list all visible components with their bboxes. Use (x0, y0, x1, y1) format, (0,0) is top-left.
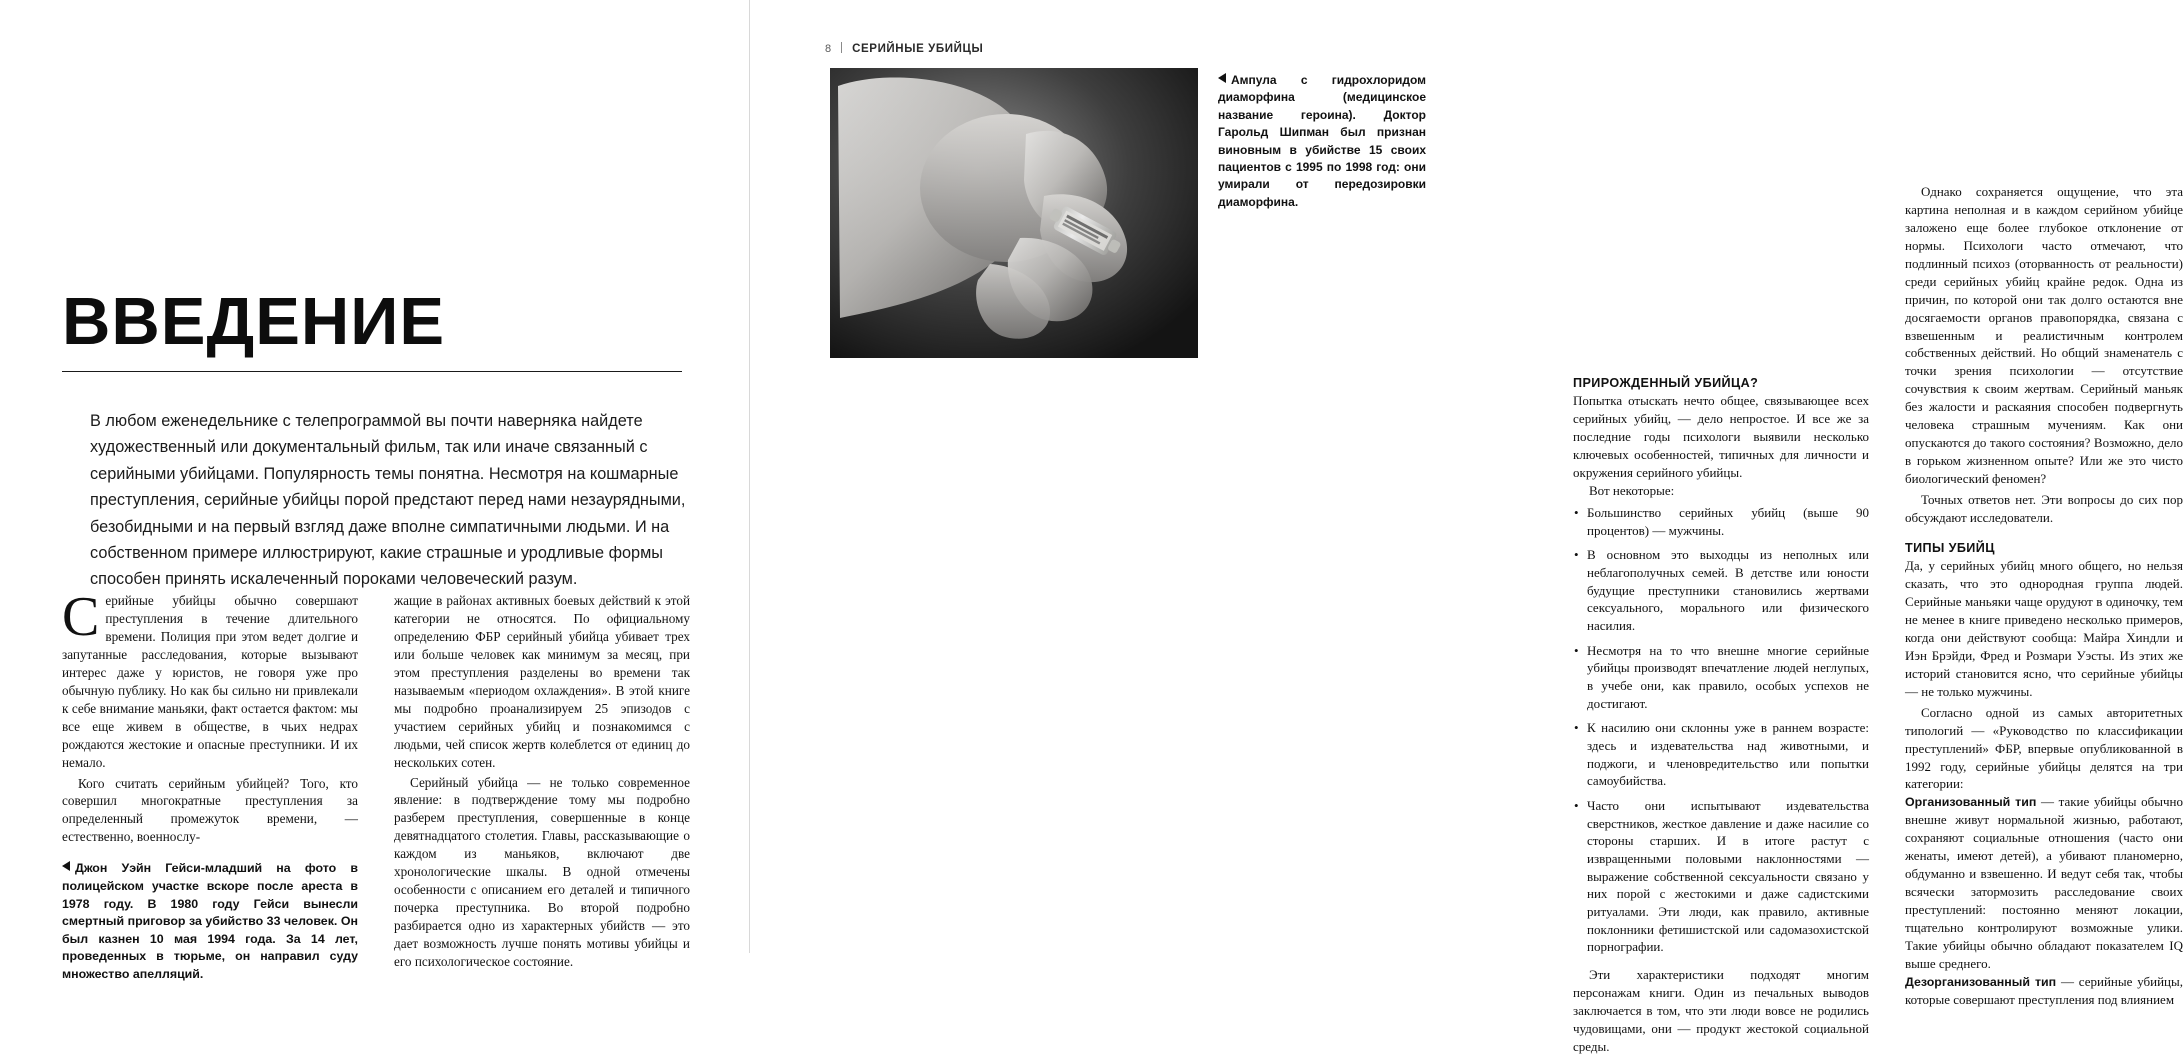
title-divider (62, 371, 682, 372)
running-head: СЕРИЙНЫЕ УБИЙЦЫ (852, 43, 984, 55)
body-paragraph: Согласно одной из самых авторитетных типологий — «Руководство по классификации преступлений» ФБР, впервые опубликованной в 1992 году, серийные убийцы делятся на три категории: (1905, 704, 2183, 792)
section-heading-born-killer: ПРИРОЖДЕННЫЙ УБИЙЦА? (1573, 376, 1759, 390)
left-page (0, 0, 749, 981)
body-paragraph: жащие в районах активных боевых действий к этой категории не относятся. По официальному определению ФБР серийный убийца убивает трех или больше человек как минимум за месяц, при этом преступления разделены во времени так называемым «периодом охлаждения». В этой книге мы подробно проанализируем 25 эпизодов с участием серийных убийц и познакомимся с людьми, чей список жертв колеблется от единиц до нескольких сотен. (394, 593, 690, 770)
list-item: • Большинство серийных убийц (выше 90 процентов) — мужчины. (1587, 504, 1869, 539)
body-paragraph: Вот некоторые: (1589, 483, 1675, 499)
photo-caption-right (1218, 72, 1426, 211)
type-organized-paragraph (1905, 793, 2183, 973)
right-page (750, 0, 2183, 1054)
standfirst-text: В любом еженедельнике с телепрограммой вы почти наверняка найдете художественный или документальный фильм, так или иначе связанный с серийными убийцами. Популярность темы понятна. Несмотря на кошмарные преступления, серийные убийцы порой предстают перед нами незаурядными, безобидными и на первый взгляд даже вполне симпатичными людьми. И на собственном примере иллюстрируют, какие страшные и уродливые формы способен принять искалеченный пороками человеческий разум. (90, 412, 686, 589)
folio (825, 42, 983, 55)
left-column-one (62, 586, 358, 996)
traits-bullet-list (1573, 504, 1869, 956)
dropcap-paragraph (62, 586, 358, 772)
type-disorganized-paragraph (1905, 973, 2183, 1009)
section-heading-killer-types: ТИПЫ УБИЙЦ (1905, 540, 1995, 555)
type-organized-label: Организованный тип (1905, 795, 2037, 810)
page-title: ВВЕДЕНИЕ (62, 284, 446, 359)
body-paragraph: Кого считать серийным убийцей? Того, кто совершил многократные преступления за определенный промежуток времени, — естественно, военнослу- (62, 775, 358, 845)
right-column-two (1905, 183, 2183, 1009)
type-disorganized-label: Дезорганизованный тип (1905, 974, 2057, 989)
type-disorganized-text: — серийные убийцы, которые совершают преступления под влиянием (1905, 973, 2183, 1008)
ampoule-in-hand-photo (830, 68, 1198, 358)
drop-cap-letter: С (62, 586, 100, 648)
list-item: • Несмотря на то что внешне многие серийные убийцы производят впечатление людей неглупых, в учебе они, как правило, особых успехов не достигают. (1587, 642, 1869, 713)
type-organized-text: — такие убийцы обычно внешне живут нормальной жизнью, работают, сохраняют социальные отношения (часто они женаты, имеют детей), а убивают планомерно, обдуманно и взвешенно. И ведут себя так, чтобы всячески затормозить расследование своих преступлений: постоянно меняют локации, тщательно контролируют возможные улики. Такие убийцы обычно обладают показателем IQ выше среднего. (1905, 794, 2183, 971)
body-paragraph: Попытка отыскать нечто общее, связывающее всех серийных убийц, — дело непростое. И все же за последние годы психологи выявили несколько ключевых особенностей, типичных для личности и окружения серийного убийцы. (1573, 393, 1869, 481)
list-item: • В основном это выходцы из неполных или неблагополучных семей. В детстве или юности будущие преступники становились жертвами сексуального, морального или физического насилия. (1587, 546, 1869, 634)
photo-caption-left (62, 860, 358, 983)
right-column-one (1573, 375, 1869, 1056)
triangle-marker-icon (62, 861, 70, 871)
photo-caption-right-text: Ампула с гидрохлоридом диаморфина (медицинское название героина). Доктор Гарольд Шипман был признан виновным в убийстве 15 своих пациентов с 1995 по 1998 год: они умирали от передозировки диаморфина. (1218, 73, 1426, 209)
left-column-two (394, 592, 690, 971)
folio-divider (841, 42, 842, 53)
triangle-marker-icon (1218, 73, 1226, 83)
body-paragraph: Эти характеристики подходят многим персонажам книги. Один из печальных выводов заключается в том, что эти люди вовсе не родились чудовищами, они — продукт жестокой социальной среды. (1573, 967, 1869, 1054)
photo-caption-left-text: Джон Уэйн Гейси-младший на фото в полицейском участке вскоре после ареста в 1978 году. В 1980 году Гейси вынесли смертный приговор за убийство 33 человек. Он был казнен 10 мая 1994 года. За 14 лет, проведенных в тюрьме, он направил суду множество апелляций. (62, 861, 358, 981)
list-item: • Часто они испытывают издевательства сверстников, жесткое давление и даже насилие со стороны старших. И в итоге растут с извращенными половыми наклонностями — выражение собственной сексуальности связано у них порой с жестокими и даже садистскими ритуалами. Эти люди, как правило, активные поклонники фетишистской или садомазохистской порнографии. (1587, 797, 1869, 956)
body-paragraph: Серийный убийца — не только современное явление: в подтверждение тому мы подробно разберем преступления, совершенные в конце девятнадцатого столетия. Главы, рассказывающие о каждом из маньяков, включают две хронологические шкалы. В одной отмечены особенности с описанием его деталей и типичного почерка преступника. Во второй подробно разбирается одно из характерных убийств — это дает возможность лучше понять мотивы убийцы и его психологическое состояние. (394, 774, 690, 970)
dropcap-paragraph-text: ерийные убийцы обычно совершают преступления в течение длительного времени. Полиция при этом ведет долгие и запутанные расследования, которые вызывают интерес даже у юристов, не говоря уже про обычную публику. Но как бы сильно ни привлекали к себе внимание маньяки, факт остается фактом: мы все еще живем в обществе, в чьих недрах рождаются жестокие и опасные преступники. И их немало. (62, 593, 358, 770)
body-paragraph: Да, у серийных убийц много общего, но нельзя сказать, что это однородная группа людей. Серийные маньяки чаще орудуют в одиночку, тем не менее в книге приведено несколько примеров, когда они действуют сообща: Майра Хиндли и Иэн Брэйди, Фред и Розмари Уэсты. Из этих же историй становится ясно, что серийные убийцы — не только мужчины. (1905, 558, 2183, 699)
page-number: 8 (825, 43, 832, 55)
body-paragraph: Точных ответов нет. Эти вопросы до сих пор обсуждают исследователи. (1905, 491, 2183, 525)
chapter-title-block (62, 284, 682, 372)
left-columns (62, 586, 690, 981)
body-paragraph: Однако сохраняется ощущение, что эта картина неполная и в каждом серийном убийце заложено еще более глубокое отклонение от нормы. Психологи часто отмечают, что подлинный психоз (оторванность от реальности) среди серийных убийц крайне редок. Одна из причин, по которой они так долго остаются вне досягаемости органов правопорядка, связана с взвешенным и реалистичным контролем собственных действий. Но общий знаменатель с точки зрения психологии — отсутствие сочувствия к своим жертвам. Серийный маньяк без жалости и раскаяния способен подвергнуть человека страшным мучениям. Как они опускаются до такого состояния? Возможно, дело в горьком жизненном опыте? Или же это чисто биологический феномен? (1905, 184, 2183, 486)
list-item: • К насилию они склонны уже в раннем возрасте: здесь и издевательства над животными, и поджоги, и членовредительство или попытки самоубийства. (1587, 719, 1869, 790)
